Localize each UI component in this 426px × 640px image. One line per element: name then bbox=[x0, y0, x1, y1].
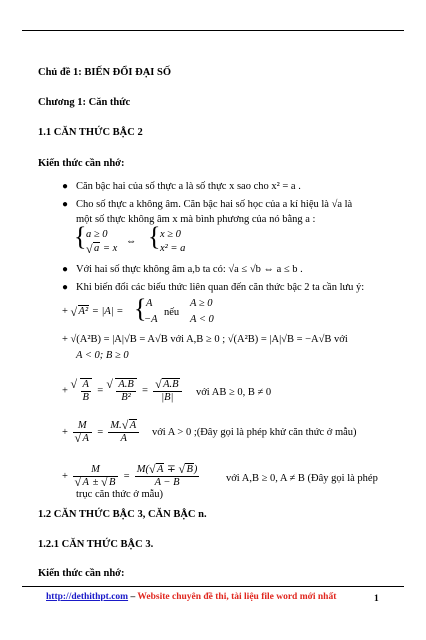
formula-sqrt-a2b: + √(A²B) = |A|√B = A√B với A,B ≥ 0 ; √(A²B) = |A|√B = −A√B với bbox=[62, 334, 348, 345]
cond-x2-eq-a: x² = a bbox=[160, 243, 186, 254]
cond-a-ge-0: a ≥ 0 bbox=[86, 229, 108, 240]
formula-5-condition: với A,B ≥ 0, A ≠ B (Đây gọi là phép bbox=[226, 473, 378, 484]
knowledge-heading: Kiến thức cần nhớ: bbox=[38, 158, 125, 169]
footer-dash: – bbox=[128, 592, 138, 602]
if-label: nếu bbox=[164, 307, 180, 318]
bullet-icon: ● bbox=[62, 199, 69, 210]
formula-sqrt-fraction: + √ $\frac{A}{B}$ = √ $\frac{A.B}{\text{B²}}$ = √ $\frac{A.B}{|B|}$ bbox=[62, 378, 184, 404]
footer bbox=[46, 592, 336, 602]
equivalence-symbol: ⇔ bbox=[126, 236, 137, 247]
left-brace: { bbox=[74, 222, 87, 251]
formula-conjugate: + M √ A ± √ B = $\frac{M(√ A \mp √ B)}{A - B}$ bbox=[62, 464, 201, 489]
formula-4-condition: với A > 0 ;(Đây gọi là phép khử căn thức ở mẫu) bbox=[152, 427, 357, 438]
footer-site-text: Website chuyên đề thi, tài liệu file word mới nhất bbox=[137, 592, 337, 602]
bullet-text-4: Khi biến đổi các biểu thức liên quan đến căn thức bậc 2 ta cần lưu ý: bbox=[76, 282, 365, 293]
bullet-icon: ● bbox=[62, 264, 69, 275]
case-a: A bbox=[146, 298, 153, 309]
cond-x-ge-0: x ≥ 0 bbox=[160, 229, 181, 240]
bullet-text-1: Căn bậc hai của số thực a là số thực x sao cho x² = a . bbox=[76, 181, 301, 192]
header-rule bbox=[22, 30, 404, 31]
section-title-1-2-1: 1.2.1 CĂN THỨC BẬC 3. bbox=[38, 539, 154, 550]
formula-3-condition: với AB ≥ 0, B ≠ 0 bbox=[196, 387, 272, 398]
footer-link[interactable]: http://dethithpt.com bbox=[46, 592, 129, 602]
footer-rule bbox=[22, 586, 404, 587]
bullet-text-2b: một số thực không âm x mà bình phương của nó bằng a : bbox=[76, 214, 316, 225]
bullet-text-2a: Cho số thực a không âm. Căn bậc hai số học của a kí hiệu là √a là bbox=[76, 199, 353, 210]
bullet-icon: ● bbox=[62, 181, 69, 192]
section-title-1-1: 1.1 CĂN THỨC BẬC 2 bbox=[38, 127, 143, 138]
formula-sqrt-a2b-cont: A < 0; B ≥ 0 bbox=[76, 350, 129, 361]
topic-title: Chủ đề 1: BIẾN ĐỔI ĐẠI SỐ bbox=[38, 67, 172, 78]
section-title-1-2: 1.2 CĂN THỨC BẬC 3, CĂN BẬC n. bbox=[38, 509, 207, 520]
formula-rationalize: + M √ A = $\frac{M.√ A}{A}$ bbox=[62, 420, 141, 445]
bullet-icon: ● bbox=[62, 282, 69, 293]
chapter-title: Chương 1: Căn thức bbox=[38, 97, 131, 108]
formula-5-condition-cont: trục căn thức ở mẫu) bbox=[76, 489, 164, 500]
left-brace: { bbox=[148, 222, 161, 251]
case-cond-2: A < 0 bbox=[190, 314, 214, 325]
cond-sqrt-a-eq-x: √ a = x bbox=[86, 243, 117, 254]
case-minus-a: −A bbox=[144, 314, 158, 325]
formula-abs-value: + √ A² = |A| = bbox=[62, 306, 123, 317]
knowledge-heading-2: Kiến thức cần nhớ: bbox=[38, 568, 125, 579]
left-brace: { bbox=[134, 294, 147, 323]
bullet-text-3: Với hai số thực không âm a,b ta có: √a ≤ √b ⇔ a ≤ b . bbox=[76, 264, 303, 275]
case-cond-1: A ≥ 0 bbox=[190, 298, 213, 309]
page-number: 1 bbox=[374, 594, 379, 604]
